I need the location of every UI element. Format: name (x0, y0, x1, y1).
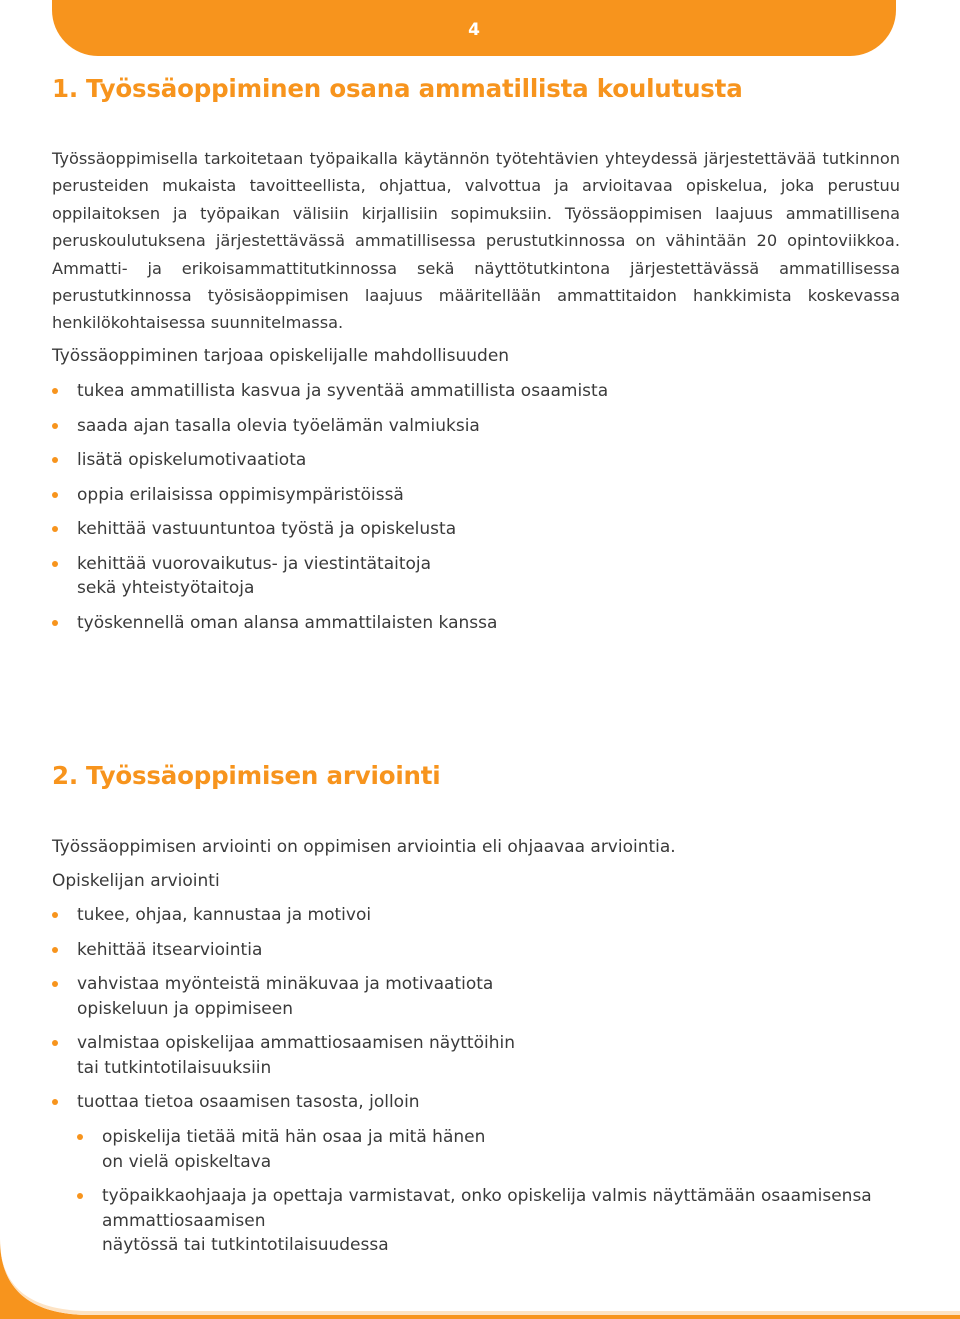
section-1-lead: Työssäoppiminen tarjoaa opiskelijalle mahdollisuuden (52, 346, 510, 366)
list-item: valmistaa opiskelijaa ammattiosaamisen näyttöihin tai tutkintotilaisuuksiin (52, 1031, 515, 1080)
list-item: kehittää vastuuntuntoa työstä ja opiskelusta (52, 517, 608, 542)
list-item: vahvistaa myönteistä minäkuvaa ja motivaatiota opiskeluun ja oppimiseen (52, 972, 515, 1021)
section-2-lead: Opiskelijan arviointi (52, 871, 220, 891)
decorative-page-curve (0, 1229, 960, 1319)
section-2-number: 2. (52, 761, 78, 790)
list-item: tuottaa tietoa osaamisen tasosta, jolloin (52, 1090, 515, 1115)
list-item: lisätä opiskelumotivaatiota (52, 448, 608, 473)
list-item: kehittää vuorovaikutus- ja viestintätaitoja sekä yhteistyötaitoja (52, 552, 608, 601)
section-2-heading (52, 761, 440, 791)
section-2-title: Työssäoppimisen arviointi (86, 761, 441, 790)
list-item: opiskelija tietää mitä hän osaa ja mitä hänen on vielä opiskeltava (77, 1125, 902, 1174)
section-1-heading (52, 74, 743, 104)
list-item: oppia erilaisissa oppimisympäristöissä (52, 483, 608, 508)
list-item: saada ajan tasalla olevia työelämän valmiuksia (52, 414, 608, 439)
section-1-bullet-list (52, 379, 608, 645)
section-1-number: 1. (52, 74, 78, 103)
list-item: kehittää itsearviointia (52, 938, 515, 963)
section-1-paragraph: Työssäoppimisella tarkoitetaan työpaikalla käytännön työtehtävien yhteydessä järjestettävää tutkinnon perusteiden mukaista tavoitteellista, ohjattua, valvottua ja arvioitavaa opiskelua, joka perustuu oppilaitoksen ja työpaikan välisiin kirjallisiin sopimuksiin. Työssäoppimisen laajuus ammatillisena peruskoulutuksena järjestettävässä ammatillisessa perustutkinnossa on vähintään 20 opintoviikkoa. Ammatti- ja erikoisammattitutkinnossa sekä näyttötutkintona järjestettävässä ammatillisessa perustutkinnossa työsisäoppimisen laajuus määritellään ammattitaidon hankkimista koskevassa henkilökohtaisessa suunnitelmassa. (52, 149, 900, 333)
section-1-title: Työssäoppiminen osana ammatillista koulutusta (86, 74, 743, 103)
list-item: työskennellä oman alansa ammattilaisten kanssa (52, 611, 608, 636)
page-number: 4 (468, 20, 480, 40)
list-item: tukee, ohjaa, kannustaa ja motivoi (52, 903, 515, 928)
list-item: tukea ammatillista kasvua ja syventää ammatillista osaamista (52, 379, 608, 404)
section-2-intro: Työssäoppimisen arviointi on oppimisen arviointia eli ohjaavaa arviointia. (52, 837, 676, 857)
list-item: työpaikkaohjaaja ja opettaja varmistavat, onko opiskelija valmis näyttämään osaamisensa ammattiosaamisen näytössä tai tutkintotilaisuudessa (77, 1184, 902, 1258)
section-2-bullet-list (52, 903, 515, 1125)
